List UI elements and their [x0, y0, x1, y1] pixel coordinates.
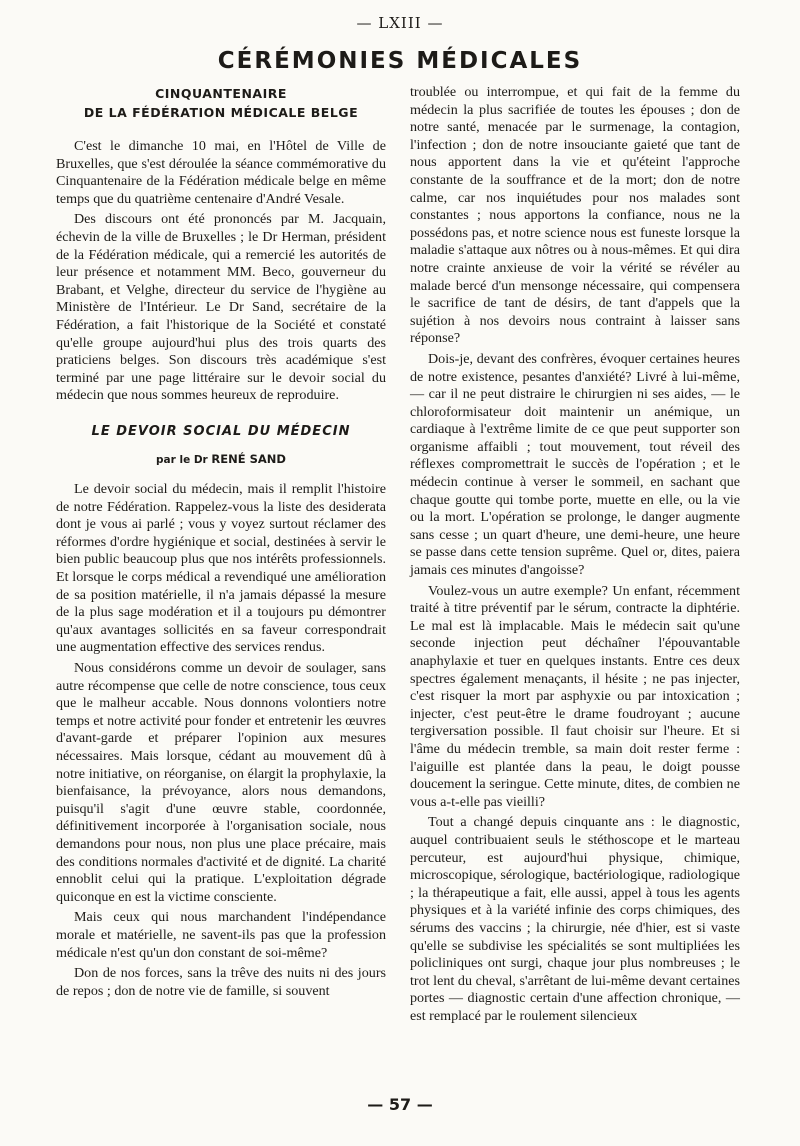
byline-author: RENÉ SAND — [211, 451, 286, 466]
section-title-line-1: CINQUANTENAIRE — [155, 86, 287, 101]
page-number: — 57 — — [367, 1095, 433, 1114]
page-title: CÉRÉMONIES MÉDICALES — [217, 48, 583, 74]
article-title: LE DEVOIR SOCIAL DU MÉDECIN — [91, 423, 351, 439]
article-paragraph: Tout a changé depuis cinquante ans : le diagnostic, auquel contribuaient seuls le stéthoscope et le marteau percuteur, est aujourd'hui physique, chimique, microscopique, sérologique, bactériologique, radiologique ; la thérapeutique a fait, elle aussi, appel à tous les agents physiques et à la variété infinie des corps chimiques, des sérums des vaccins ; la chirurgie, née d'hier, est si vaste qu'elle se subdivise les spécialités se sont multipliées les policliniques ont surgi, chaque jour plus nombreuses ; le trot lent du cheval, s'arrêtant de lui-même devant certaines portes — diagnostic certain d'une affection chronique, — est remplacé par le roulement silencieux — [410, 814, 740, 1024]
byline — [56, 451, 386, 470]
intro-paragraph: C'est le dimanche 10 mai, en l'Hôtel de Ville de Bruxelles, que s'est déroulée la séance commémorative du Cinquantenaire de la Fédération médicale belge en même temps que du quatrième centenaire d'André Vesale. — [56, 138, 386, 207]
article-paragraph: troublée ou interrompue, et qui fait de la femme du médecin la plus sacrifiée de toutes les épouses ; don de notre santé, menacée par le surmenage, la contagion, l'infection ; don de notre insouciante gaieté que tant de nous apportent dans la vie et qu'éteint l'approche constante de la souffrance et de la mort; don de notre calme, car nos inquiétudes pour nos malades sont constantes ; nous apportons la confiance, nous ne la possédons pas, et notre science nous est funeste lorsque la maladie s'attaque aux nôtres ou à nous-mêmes. Et qui dira notre crainte anxieuse de voir la vérité se révéler au malade bercé d'un mensonge nécessaire, qui compensera le sacrifice de tant de désirs, de tant d'appels que la sujétion à nos devoirs nous contraint à laisser sans réponse? — [410, 84, 740, 347]
article-paragraph: Mais ceux qui nous marchandent l'indépendance morale et matérielle, ne savent-ils pas que la profession médicale n'est qu'un don constant de soi-même? — [56, 909, 386, 961]
article-paragraph: Nous considérons comme un devoir de soulager, sans autre récompense que celle de notre conscience, tous ceux que le malheur accable. Nous donnons volontiers notre temps et notre activité pour fonder et entretenir les œuvres d'avant-garde et préparer l'opinion aux mesures nécessaires. Mais lorsque, cédant au mouvement dû à notre initiative, on réorganise, on élargit la prophylaxie, la bienfaisance, la prévoyance, alors nous demandons, puisqu'il s'agit d'une œuvre stable, coordonnée, définitivement incorporée à l'organisation sociale, nous demandons pour nous, non plus une place précaire, mais des conditions normales d'activité et de dignité. La charité ennoblit celui qui la pratique. L'exploitation dégrade quiconque en est la victime consciente. — [56, 660, 386, 905]
section-title-line-2: DE LA FÉDÉRATION MÉDICALE BELGE — [83, 105, 359, 120]
running-head: — LXIII — — [356, 14, 444, 32]
right-column — [410, 84, 740, 1028]
left-column — [56, 84, 386, 1003]
article-paragraph: Dois-je, devant des confrères, évoquer certaines heures de notre existence, pesantes d'anxiété? Livré à lui-même, — car il ne peut distraire le chirurgien ni ses aides, — le chloroformisateur doit maintenir un anémique, un cardiaque à l'extrême limite de ce que peut supporter son organisme affaibli ; tout mouvement, tout réveil des réflexes compromettrait le succès de l'opération ; et le médecin continue à verser le sommeil, en sachant que chaque goutte qui tombe porte, muette en elle, ou la vie ou la mort. L'opération se prolonge, le danger augmente sans cesse ; un quart d'heure, une demi-heure, une heure se passe dans cette tension suprême. Quel or, dites, paiera jamais ces minutes d'angoisse? — [410, 350, 740, 579]
article-paragraph: Le devoir social du médecin, mais il remplit l'histoire de notre Fédération. Rappelez-vous la liste des desiderata dont je vous ai parlé ; vous y voyez surtout réclamer des réformes d'ordre hygiénique et social, destinées à servir le bien public beaucoup plus que nos intérêts professionnels. Et lorsque le corps médical a revendiqué une amélioration de sa position matérielle, il n'a jamais dépassé la mesure de la plus sage modération et il a toujours pu démontrer qu'aux avantages sollicités en sa faveur correspondrait une augmentation effective des services rendus. — [56, 481, 386, 656]
byline-prefix: par le Dr — [156, 453, 208, 466]
article-paragraph: Don de nos forces, sans la trêve des nuits ni des jours de repos ; don de notre vie de famille, si souvent — [56, 965, 386, 999]
article-paragraph: Voulez-vous un autre exemple? Un enfant, récemment traité à titre préventif par le sérum, contracte la diphtérie. Le mal est là implacable. Mais le médecin sait qu'une seconde injection peut déchaîner l'épouvantable anaphylaxie et tuer en quelques instants. Entre ces deux spectres également menaçants, il hésite ; ne pas injecter, c'est risquer la mort par asphyxie ou par intoxication ; injecter, c'est peut-être le drame foudroyant ; aucune tergiversation possible. Il faut choisir sur l'heure. Et si l'âme du médecin tremble, sa main doit rester ferme : l'aiguille est plantée dans la peau, le doigt pousse doucement la seringue. Cette minute, dites, de combien ne vous a-t-elle pas vieilli? — [410, 582, 740, 810]
intro-paragraph: Des discours ont été prononcés par M. Jacquain, échevin de la ville de Bruxelles ; le Dr Herman, président de la Fédération médicale, qui a remercié les autorités de leur présence et notamment MM. Beco, gouverneur du Brabant, et Velghe, directeur du service de l'hygiène au Ministère de l'Intérieur. Le Dr Sand, secrétaire de la Fédération, a fait l'historique de la Société et constaté qu'elle groupe aujourd'hui plus des trois quarts des praticiens belges. Son discours très académique s'est terminé par une page littéraire sur le devoir social du médecin que nous sommes heureux de reproduire. — [56, 211, 386, 404]
